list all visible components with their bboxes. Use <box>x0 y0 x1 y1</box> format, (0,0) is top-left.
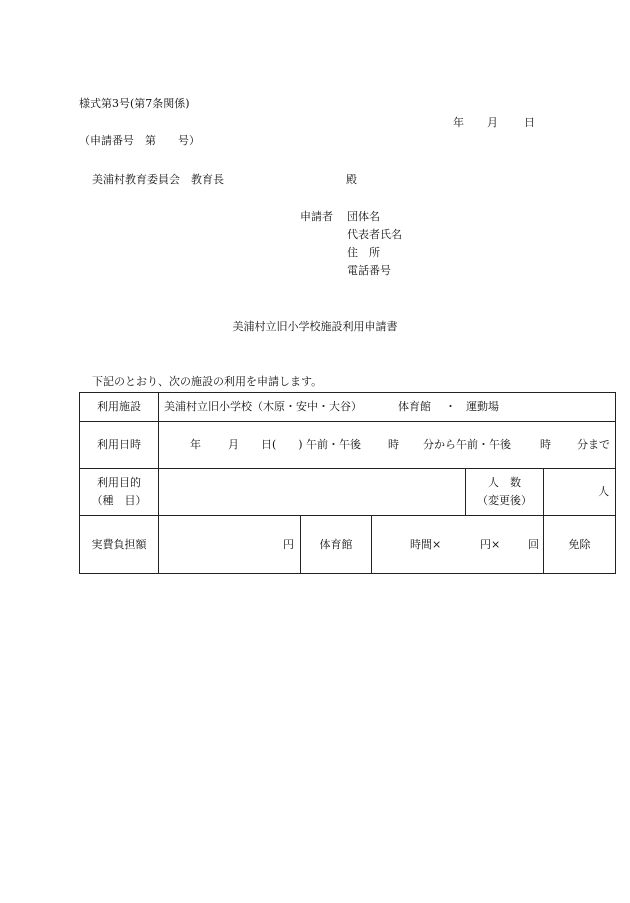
datetime-label: 利用日時 <box>80 422 159 469</box>
datetime-hour-end: 時 <box>540 438 551 451</box>
fee-hours: 時間× <box>410 537 442 551</box>
fee-amount[interactable] <box>159 516 301 574</box>
people-value[interactable] <box>544 469 616 516</box>
form-number: 様式第3号(第7条関係) <box>79 97 190 110</box>
fee-times: 回 <box>528 537 539 551</box>
date-day: 日 <box>524 116 535 129</box>
datetime-year: 年 <box>190 438 201 451</box>
facility-cell <box>159 393 616 422</box>
datetime-hour-start: 時 <box>388 438 399 451</box>
datetime-ampm-start: 午前・午後 <box>306 438 361 451</box>
applicant-label: 申請者 <box>300 210 333 223</box>
fee-label: 実費負担額 <box>80 516 159 574</box>
purpose-label-line2: （種 目） <box>91 494 147 507</box>
applicant-address: 住 所 <box>347 246 380 259</box>
datetime-month: 月 <box>228 438 239 451</box>
application-table <box>79 392 616 574</box>
datetime-minute-start: 分から午前・午後 <box>423 438 511 451</box>
table-row-fee <box>80 516 616 574</box>
applicant-group-name: 団体名 <box>347 210 380 223</box>
table-row-facility <box>80 393 616 422</box>
facility-option-field[interactable]: 運動場 <box>466 400 499 413</box>
datetime-cell[interactable] <box>159 422 616 469</box>
people-unit: 人 <box>598 485 610 498</box>
purpose-label <box>80 469 159 516</box>
date-month: 月 <box>487 116 498 129</box>
people-label <box>466 469 544 516</box>
fee-exempt[interactable]: 免除 <box>544 516 616 574</box>
addressee-name: 美浦村教育委員会 教育長 <box>92 173 224 186</box>
page-title: 美浦村立旧小学校施設利用申請書 <box>232 320 398 333</box>
addressee-honorific: 殿 <box>346 173 357 186</box>
table-row-datetime <box>80 422 616 469</box>
datetime-day: 日( ) <box>261 438 303 451</box>
fee-calc-cell[interactable] <box>372 516 544 574</box>
fee-yen: 円 <box>283 537 294 551</box>
applicant-phone: 電話番号 <box>347 264 391 277</box>
application-number: （申請番号 第 号） <box>79 134 200 147</box>
fee-gym: 体育館 <box>301 516 372 574</box>
facility-option-gym[interactable]: 体育館 <box>398 400 431 413</box>
facility-label: 利用施設 <box>80 393 159 422</box>
purpose-label-line1: 利用目的 <box>97 476 141 489</box>
facility-name: 美浦村立旧小学校（木原・安中・大谷） <box>164 400 362 413</box>
facility-option-separator: ・ <box>445 400 456 413</box>
people-label-line2: （変更後） <box>477 494 532 507</box>
people-label-line1: 人 数 <box>488 476 521 489</box>
datetime-minute-end: 分まで <box>577 438 610 451</box>
applicant-representative: 代表者氏名 <box>347 228 402 241</box>
fee-yen-times: 円× <box>480 537 501 551</box>
intro-text: 下記のとおり、次の施設の利用を申請します。 <box>92 375 323 388</box>
date-year: 年 <box>453 116 464 129</box>
purpose-value[interactable] <box>159 469 466 516</box>
table-row-purpose <box>80 469 616 516</box>
